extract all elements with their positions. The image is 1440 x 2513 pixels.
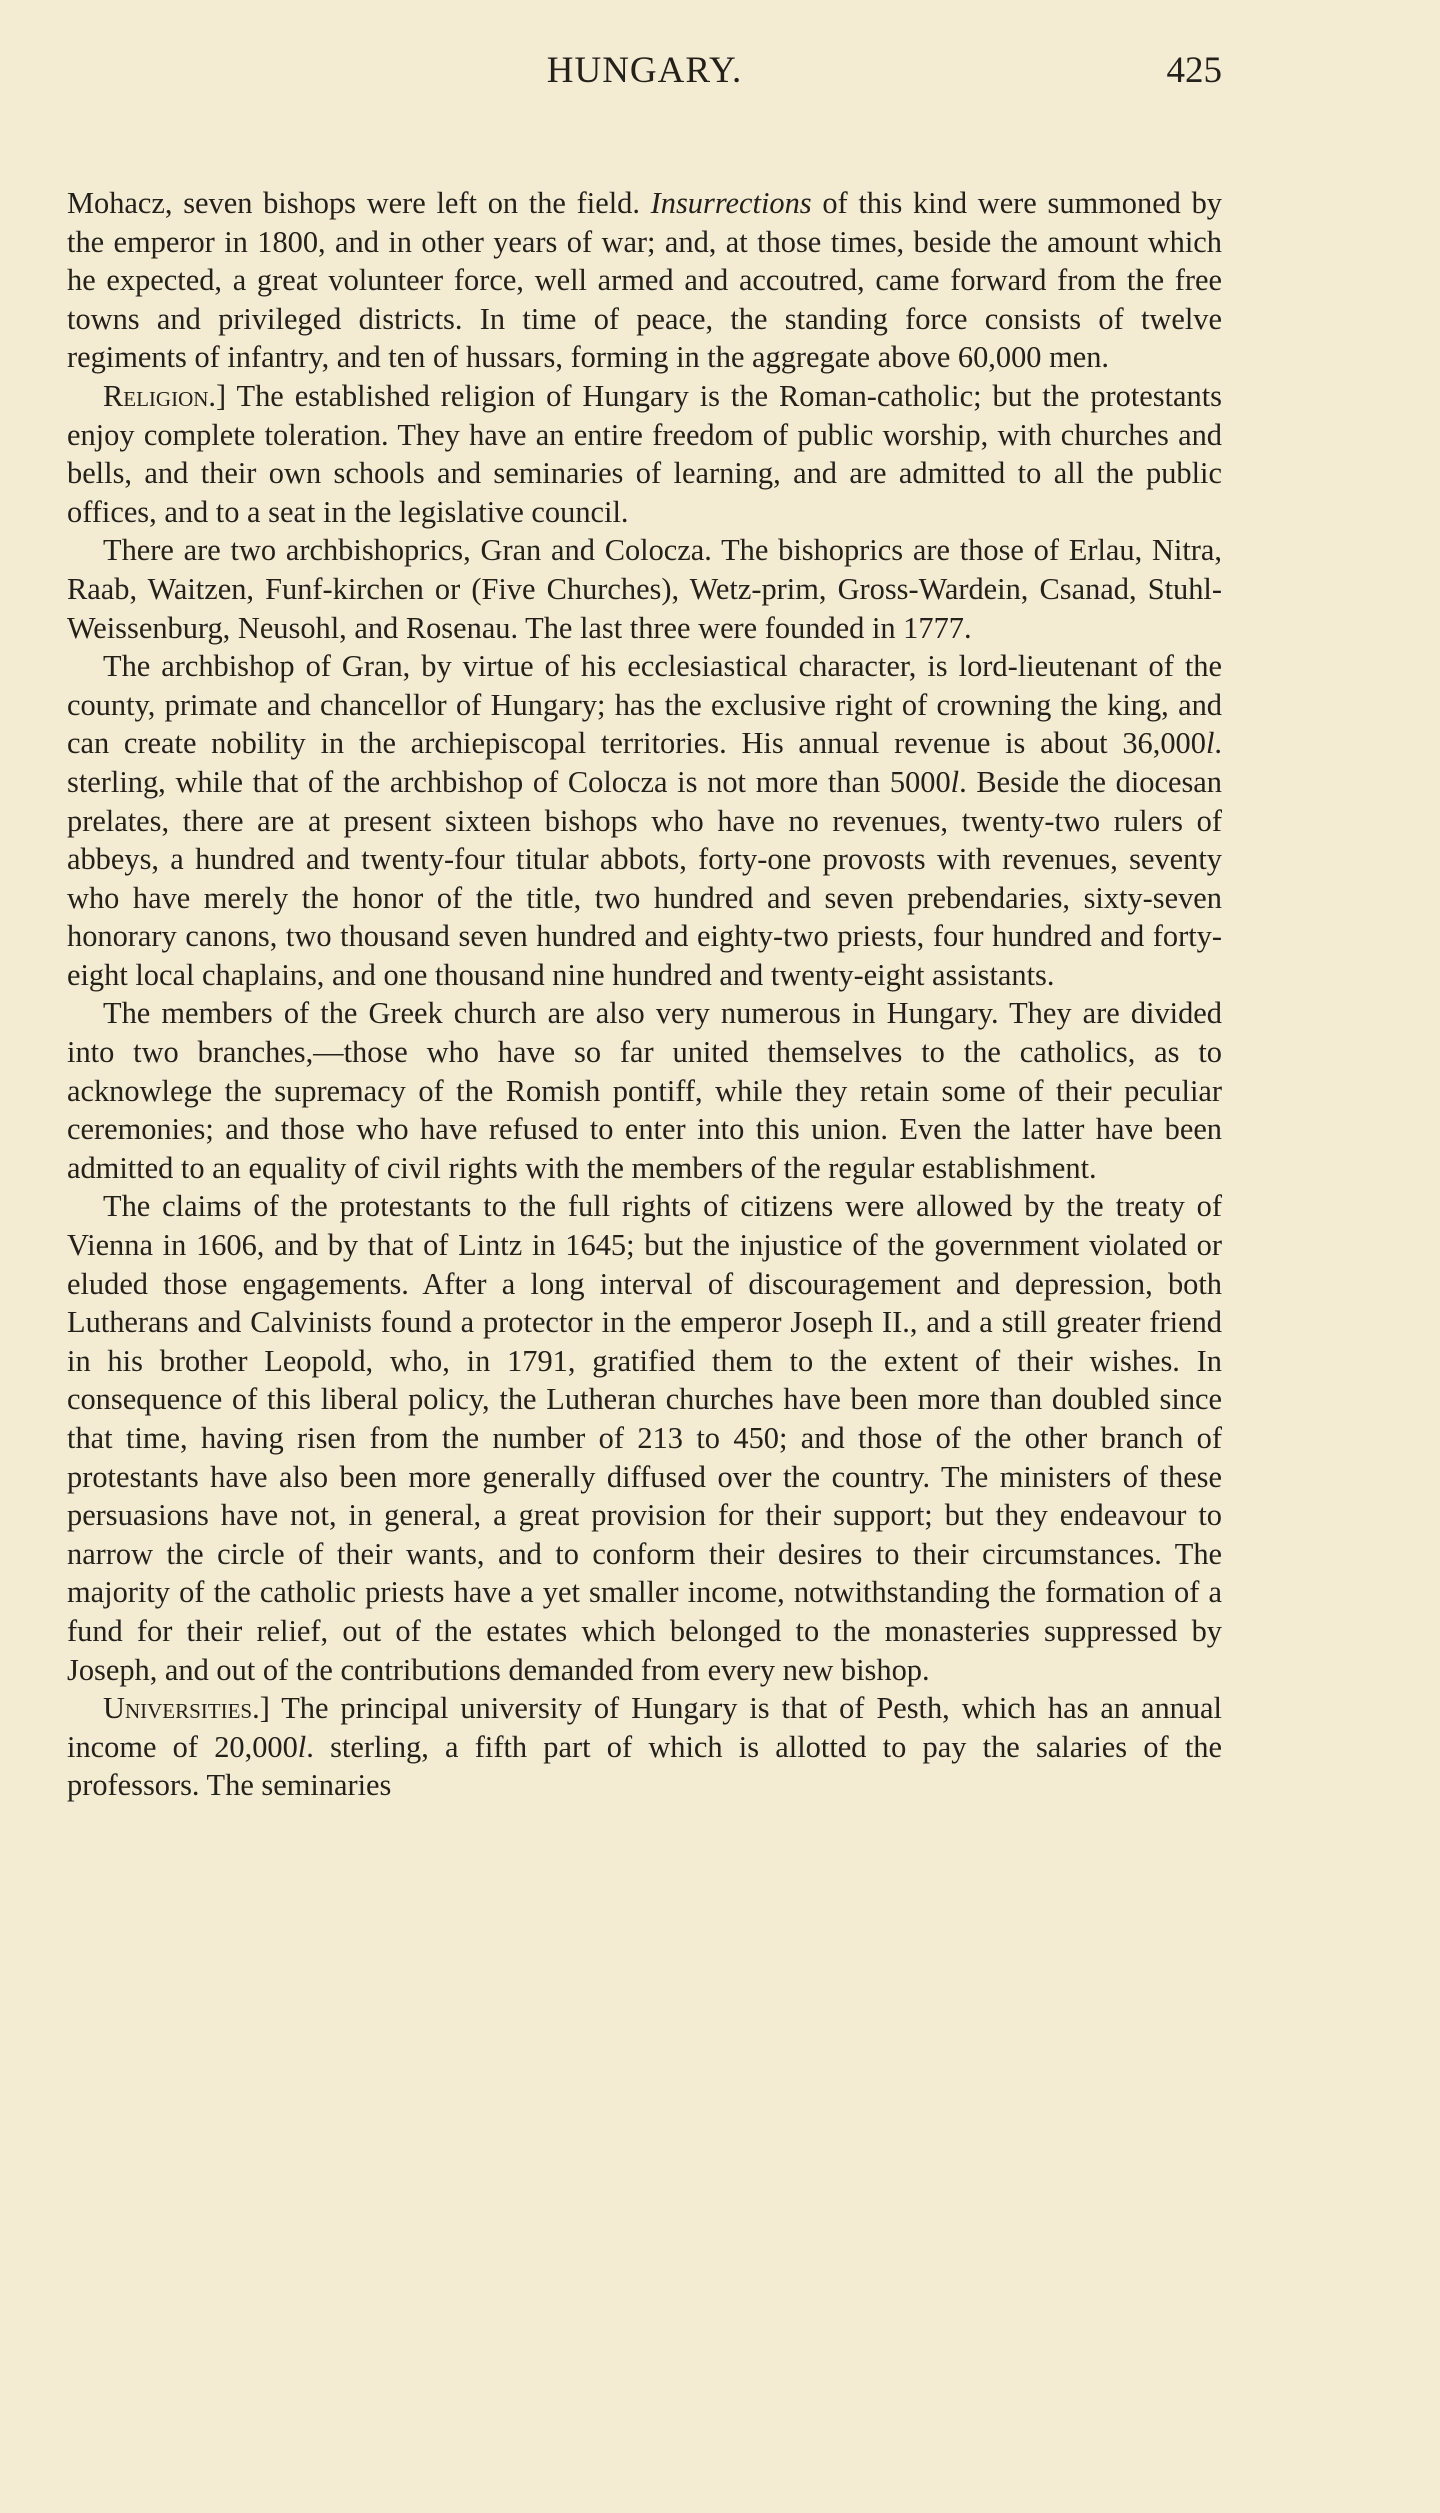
page-header bbox=[67, 52, 1222, 116]
paragraph-text: The established religion of Hungary is the Roman-catholic; but the protestants enjoy complete toleration. They have an entire freedom of public worship, with churches and bells, and their own schools and seminaries of learning, and are admitted to all the public offices, and to a seat in the legislative council. bbox=[67, 378, 1222, 529]
emphasis-insurrections: Insurrections bbox=[650, 186, 812, 220]
paragraph-text: Mohacz, seven bishops were left on the field. bbox=[67, 186, 651, 220]
paragraph-mohacz bbox=[67, 184, 1222, 377]
paragraph-text: The claims of the protestants to the full rights of citizens were allowed by the treaty of Vienna in 1606, and by that of Lintz in 1645; but the injustice of the government violated or eluded those engagements. After a long interval of discouragement and depression, both Lutherans and Calvinists found a protector in the emperor Joseph II., and a still greater friend in his brother Leopold, who, in 1791, gratified them to the extent of their wishes. In consequence of this liberal policy, the Lutheran churches have been more than doubled since that time, having risen from the number of 213 to 450; and those of the other branch of protestants have also been more generally diffused over the country. The ministers of these persuasions have not, in general, a great provision for their support; but they endeavour to narrow the circle of their wants, and to conform their desires to their circumstances. The majority of the catholic priests have a yet smaller income, notwithstanding the formation of a fund for their relief, out of the estates which belonged to the monasteries suppressed by Joseph, and out of the contributions demanded from every new bishop. bbox=[67, 1189, 1222, 1687]
currency-unit: l bbox=[1205, 726, 1215, 761]
section-heading-religion: Religion.] bbox=[103, 378, 227, 413]
paragraph-text: . sterling, while that of the archbishop of Colocza is not more than 5000 bbox=[67, 726, 1222, 799]
paragraph-archbishop-gran bbox=[67, 647, 1222, 994]
running-title: HUNGARY. bbox=[546, 50, 743, 91]
currency-unit: l bbox=[297, 1729, 307, 1764]
section-heading-universities: Universities.] bbox=[103, 1691, 270, 1726]
paragraph-text: The principal university of Hungary is that of Pesth, which has an annual income of 20,000 bbox=[67, 1691, 1222, 1764]
paragraph-text: There are two archbishoprics, Gran and Colocza. The bishoprics are those of Erlau, Nitra, Raab, Waitzen, Funf-kirchen or (Five Churches), Wetz-prim, Gross-Wardein, Csanad, Stuhl-Weissenburg, Neusohl, and Rosenau. The last three were founded in 1777. bbox=[67, 533, 1222, 645]
paragraph-text: of this kind were summoned by the emperor in 1800, and in other years of war; and, at those times, beside the amount which he expected, a great volunteer force, well armed and accoutred, came forward from the free towns and privileged districts. In time of peace, the standing force consists of twelve regiments of infantry, and ten of hussars, forming in the aggregate above 60,000 men. bbox=[67, 186, 1222, 375]
body-text bbox=[67, 184, 1222, 1805]
paragraph-greek-church bbox=[67, 994, 1222, 1187]
paragraph-text: The archbishop of Gran, by virtue of his ecclesiastical character, is lord-lieutenant of the county, primate and chancellor of Hungary; has the exclusive right of crowning the king, and can create nobility in the archiepiscopal territories. His annual revenue is about 36,000 bbox=[67, 649, 1222, 761]
page-number: 425 bbox=[1166, 50, 1222, 91]
paragraph-archbishoprics bbox=[67, 531, 1222, 647]
paragraph-text: . Beside the diocesan prelates, there are at present sixteen bishops who have no revenues, twenty-two rulers of abbeys, a hundred and twenty-four titular abbots, forty-one provosts with revenues, seventy who have merely the honor of the title, two hundred and seven prebendaries, sixty-seven honorary canons, two thousand seven hundred and eighty-two priests, four hundred and forty-eight local chaplains, and one thousand nine hundred and twenty-eight assistants. bbox=[67, 764, 1222, 992]
currency-unit: l bbox=[950, 764, 960, 799]
paragraph-text: . sterling, a fifth part of which is allotted to pay the salaries of the professors. The seminaries bbox=[67, 1729, 1222, 1803]
paragraph-protestant-claims bbox=[67, 1187, 1222, 1689]
paragraph-religion bbox=[67, 377, 1222, 531]
paragraph-universities bbox=[67, 1689, 1222, 1805]
paragraph-text: The members of the Greek church are also very numerous in Hungary. They are divided into two branches,—those who have so far united themselves to the catholics, as to acknowlege the supremacy of the Romish pontiff, while they retain some of their peculiar ceremonies; and those who have refused to enter into this union. Even the latter have been admitted to an equality of civil rights with the members of the regular establishment. bbox=[67, 996, 1222, 1185]
